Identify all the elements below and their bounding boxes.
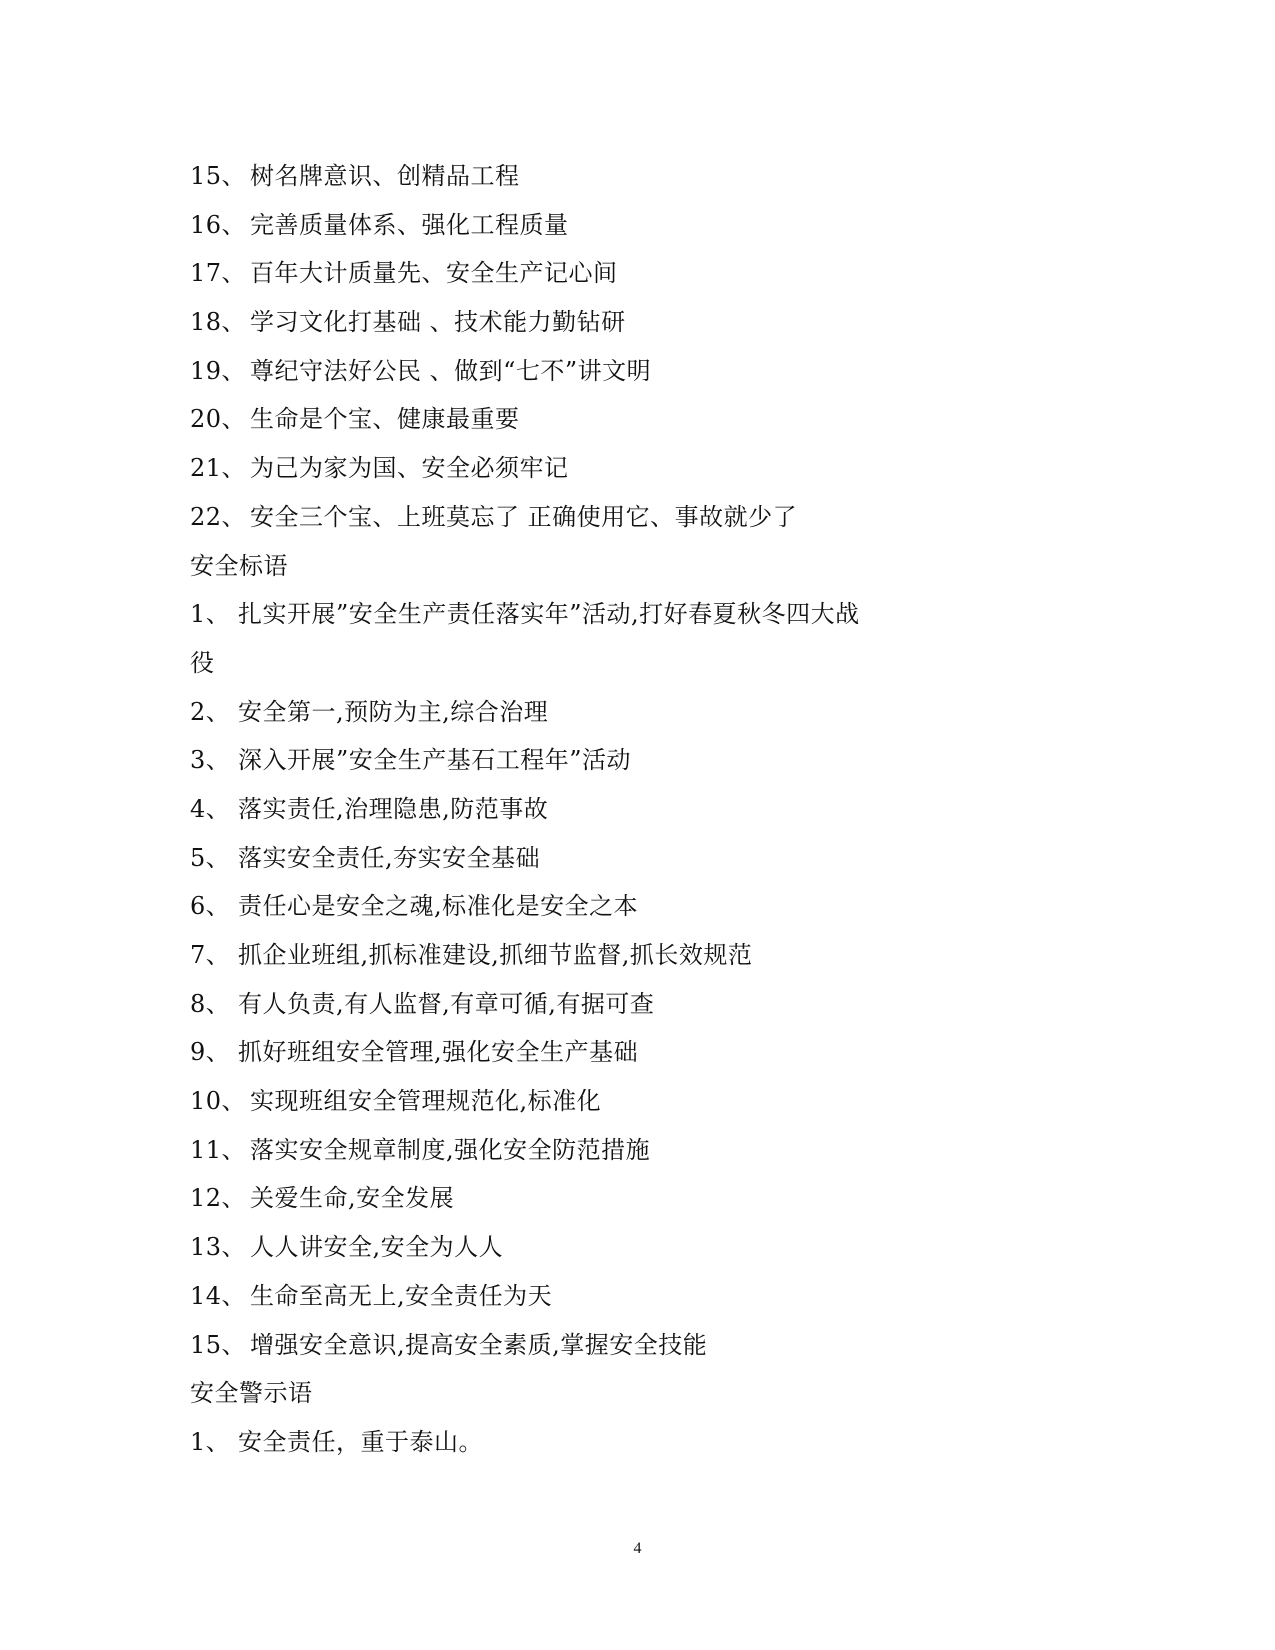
item-number: 22、 [190,502,247,531]
page-content [190,152,1090,1467]
item-number: 16、 [190,210,247,239]
item-number: 10、 [190,1087,247,1116]
item-number: 19、 [190,356,247,385]
list-item [190,1028,1090,1077]
item-number: 18、 [190,308,247,337]
list-item [190,931,1090,980]
item-text: 落实安全责任,夯实安全基础 [238,843,541,872]
item-text: 抓企业班组,抓标准建设,抓细节监督,抓长效规范 [238,941,753,969]
item-number: 8、 [190,989,231,1018]
item-number: 3、 [190,746,231,775]
section-heading-safety-warnings: 安全警示语 [190,1379,313,1408]
list-item [190,444,1090,493]
item-text: 落实安全规章制度,强化安全防范措施 [250,1135,651,1164]
item-text: 有人负责,有人监督,有章可循,有据可查 [238,989,655,1018]
item-text: 关爱生命,安全发展 [250,1184,455,1213]
item-number: 12、 [190,1184,247,1213]
item-number: 15、 [190,1330,247,1359]
list-item [190,1077,1090,1126]
item-text: 生命至高无上,安全责任为天 [250,1281,553,1310]
item-number: 13、 [190,1233,247,1262]
item-number: 6、 [190,892,231,921]
item-text: 完善质量体系、强化工程质量 [250,210,569,239]
item-text: 抓好班组安全管理,强化安全生产基础 [238,1038,639,1067]
item-text: 百年大计质量先、安全生产记心间 [250,259,618,288]
item-number: 14、 [190,1281,247,1310]
item-text: 尊纪守法好公民 、做到“七不”讲文明 [250,356,652,385]
list-item [190,882,1090,931]
list-item [190,1126,1090,1175]
item-text: 生命是个宝、健康最重要 [250,405,520,434]
item-number: 17、 [190,259,247,288]
item-text: 扎实开展”安全生产责任落实年”活动,打好春夏秋冬四大战 [238,600,860,629]
list-item [190,785,1090,834]
list-item [190,834,1090,883]
item-number: 5、 [190,843,231,872]
list-item [190,249,1090,298]
item-number: 11、 [190,1135,247,1164]
list-item [190,493,1090,542]
item-text: 增强安全意识,提高安全素质,掌握安全技能 [250,1330,708,1359]
list-item [190,395,1090,444]
list-item [190,1223,1090,1272]
list-item [190,347,1090,396]
item-text: 实现班组安全管理规范化,标准化 [250,1087,602,1116]
item-number: 1、 [190,600,231,629]
item-number: 7、 [190,941,231,969]
list-item [190,152,1090,201]
page-number: 4 [633,1540,642,1557]
item-text: 为己为家为国、安全必须牢记 [250,454,569,483]
list-item-continuation: 役 [190,648,215,677]
item-number: 21、 [190,454,247,483]
item-text: 深入开展”安全生产基石工程年”活动 [238,746,632,775]
item-text: 树名牌意识、创精品工程 [250,162,520,190]
item-number: 2、 [190,697,231,726]
item-number: 4、 [190,794,231,823]
section-heading-safety-slogans: 安全标语 [190,551,288,580]
list-item [190,1321,1090,1370]
list-item [190,1174,1090,1223]
list-item [190,298,1090,347]
item-text: 安全三个宝、上班莫忘了 正确使用它、事故就少了 [250,502,798,531]
item-text: 责任心是安全之魂,标准化是安全之本 [238,892,639,921]
list-item [190,1272,1090,1321]
item-number: 20、 [190,405,247,434]
item-number: 9、 [190,1038,231,1067]
list-item [190,590,1090,639]
item-number: 15、 [190,162,247,190]
item-text: 安全责任，重于泰山。 [238,1427,483,1456]
list-item [190,201,1090,250]
item-number: 1、 [190,1427,231,1456]
list-item [190,980,1090,1029]
item-text: 落实责任,治理隐患,防范事故 [238,794,549,823]
list-item [190,736,1090,785]
item-text: 安全第一,预防为主,综合治理 [238,697,549,726]
item-text: 学习文化打基础 、技术能力勤钻研 [250,308,626,337]
list-item [190,1418,1090,1467]
item-text: 人人讲安全,安全为人人 [250,1233,504,1262]
list-item [190,688,1090,737]
